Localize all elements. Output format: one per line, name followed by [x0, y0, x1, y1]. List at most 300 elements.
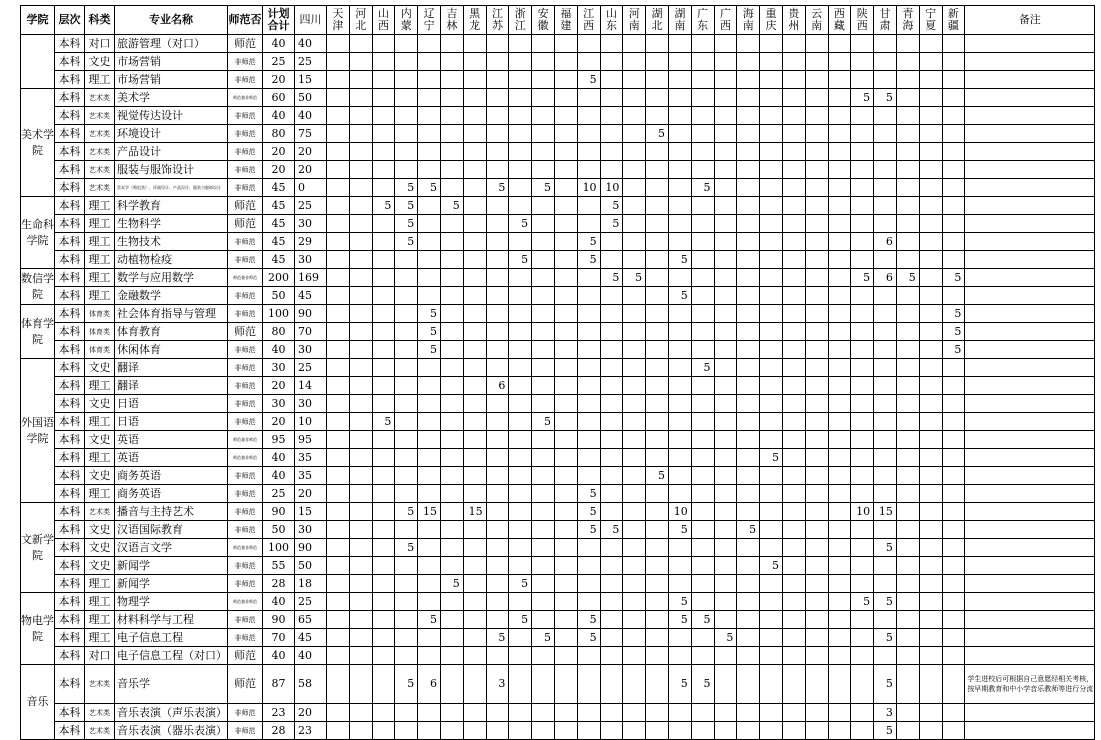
province-quota-cell — [440, 449, 463, 467]
province-quota-cell — [600, 89, 623, 107]
province-quota-cell: 15 — [418, 503, 441, 521]
province-quota-cell — [828, 35, 851, 53]
province-quota-cell — [577, 704, 600, 722]
province-quota-cell — [737, 35, 760, 53]
province-quota-cell — [737, 233, 760, 251]
major-cell: 音乐学 — [115, 665, 228, 704]
province-quota-cell: 5 — [509, 251, 532, 269]
table-row — [21, 647, 1095, 665]
province-quota-cell — [349, 341, 372, 359]
col-province: 宁夏 — [919, 6, 942, 35]
province-quota-cell — [714, 233, 737, 251]
province-quota-cell — [874, 575, 897, 593]
plan-total-cell: 80 — [263, 125, 295, 143]
province-quota-cell — [349, 449, 372, 467]
province-quota-cell — [554, 665, 577, 704]
province-quota-cell: 5 — [851, 269, 874, 287]
province-quota-cell: 15 — [463, 503, 486, 521]
province-quota-cell — [874, 467, 897, 485]
province-quota-cell — [395, 377, 418, 395]
province-quota-cell — [554, 431, 577, 449]
category-cell: 体育类 — [85, 341, 115, 359]
col-province: 浙江 — [509, 6, 532, 35]
province-quota-cell — [418, 575, 441, 593]
province-quota-cell — [646, 449, 669, 467]
category-cell: 对口 — [85, 647, 115, 665]
category-cell: 理工 — [85, 413, 115, 431]
province-quota-cell — [714, 35, 737, 53]
province-quota-cell — [440, 413, 463, 431]
province-quota-cell — [486, 611, 509, 629]
sichuan-quota-cell: 15 — [295, 71, 327, 89]
remark-cell — [965, 71, 1095, 89]
province-quota-cell — [554, 611, 577, 629]
normal-type-cell: 非师范 — [228, 485, 263, 503]
province-quota-cell — [896, 449, 919, 467]
province-quota-cell — [327, 143, 350, 161]
province-quota-cell — [782, 575, 805, 593]
province-quota-cell — [782, 89, 805, 107]
province-quota-cell — [600, 629, 623, 647]
province-quota-cell: 5 — [623, 269, 646, 287]
province-quota-cell: 5 — [714, 629, 737, 647]
level-cell: 本科 — [55, 611, 85, 629]
college-cell: 体育学院 — [21, 305, 55, 359]
province-quota-cell — [828, 107, 851, 125]
province-quota-cell — [919, 215, 942, 233]
province-quota-cell — [714, 197, 737, 215]
category-cell: 理工 — [85, 71, 115, 89]
province-quota-cell — [691, 269, 714, 287]
province-quota-cell — [782, 722, 805, 740]
province-quota-cell — [942, 251, 965, 269]
province-quota-cell — [691, 467, 714, 485]
category-cell: 体育类 — [85, 305, 115, 323]
level-cell: 本科 — [55, 539, 85, 557]
province-quota-cell — [509, 557, 532, 575]
province-quota-cell: 5 — [418, 305, 441, 323]
province-quota-cell — [782, 197, 805, 215]
sichuan-quota-cell: 15 — [295, 503, 327, 521]
level-cell: 本科 — [55, 395, 85, 413]
province-quota-cell — [714, 575, 737, 593]
province-quota-cell — [600, 539, 623, 557]
province-quota-cell — [851, 233, 874, 251]
province-quota-cell: 5 — [509, 611, 532, 629]
province-quota-cell — [805, 89, 828, 107]
province-quota-cell — [874, 197, 897, 215]
province-quota-cell — [395, 305, 418, 323]
province-quota-cell: 10 — [600, 179, 623, 197]
category-cell: 理工 — [85, 269, 115, 287]
province-quota-cell — [418, 704, 441, 722]
province-quota-cell — [554, 413, 577, 431]
province-quota-cell — [942, 704, 965, 722]
province-quota-cell — [440, 521, 463, 539]
province-quota-cell — [691, 305, 714, 323]
province-quota-cell — [623, 449, 646, 467]
province-quota-cell — [395, 251, 418, 269]
province-quota-cell — [896, 377, 919, 395]
province-quota-cell — [828, 323, 851, 341]
province-quota-cell — [668, 575, 691, 593]
normal-type-cell: 师范 — [228, 323, 263, 341]
plan-total-cell: 40 — [263, 449, 295, 467]
province-quota-cell — [372, 269, 395, 287]
table-row — [21, 35, 1095, 53]
province-quota-cell — [509, 539, 532, 557]
province-quota-cell — [691, 704, 714, 722]
province-quota-cell — [372, 341, 395, 359]
province-quota-cell — [349, 722, 372, 740]
province-quota-cell — [919, 722, 942, 740]
province-quota-cell — [942, 395, 965, 413]
province-quota-cell — [623, 611, 646, 629]
province-quota-cell: 5 — [395, 665, 418, 704]
province-quota-cell — [737, 611, 760, 629]
province-quota-cell — [349, 485, 372, 503]
province-quota-cell: 5 — [532, 629, 555, 647]
sichuan-quota-cell: 50 — [295, 89, 327, 107]
table-row — [21, 107, 1095, 125]
province-quota-cell — [691, 53, 714, 71]
province-quota-cell — [463, 359, 486, 377]
province-quota-cell — [828, 251, 851, 269]
table-row — [21, 125, 1095, 143]
province-quota-cell: 5 — [440, 575, 463, 593]
province-quota-cell — [440, 611, 463, 629]
province-quota-cell — [782, 341, 805, 359]
table-row — [21, 611, 1095, 629]
province-quota-cell — [828, 467, 851, 485]
province-quota-cell — [805, 467, 828, 485]
province-quota-cell — [509, 53, 532, 71]
level-cell: 本科 — [55, 485, 85, 503]
province-quota-cell — [646, 251, 669, 269]
province-quota-cell — [760, 161, 783, 179]
province-quota-cell — [646, 377, 669, 395]
province-quota-cell — [532, 125, 555, 143]
province-quota-cell — [418, 143, 441, 161]
province-quota-cell — [395, 395, 418, 413]
province-quota-cell — [372, 287, 395, 305]
province-quota-cell — [554, 179, 577, 197]
province-quota-cell: 5 — [395, 233, 418, 251]
province-quota-cell — [372, 143, 395, 161]
province-quota-cell — [896, 539, 919, 557]
province-quota-cell — [327, 179, 350, 197]
remark-cell — [965, 251, 1095, 269]
major-cell: 生物技术 — [115, 233, 228, 251]
province-quota-cell — [942, 503, 965, 521]
province-quota-cell — [828, 665, 851, 704]
province-quota-cell: 6 — [418, 665, 441, 704]
province-quota-cell — [851, 665, 874, 704]
province-quota-cell — [896, 575, 919, 593]
category-cell: 理工 — [85, 251, 115, 269]
province-quota-cell — [372, 449, 395, 467]
province-quota-cell — [440, 704, 463, 722]
province-quota-cell — [509, 71, 532, 89]
province-quota-cell — [896, 485, 919, 503]
province-quota-cell — [668, 197, 691, 215]
province-quota-cell: 5 — [577, 485, 600, 503]
province-quota-cell — [828, 269, 851, 287]
province-quota-cell — [668, 557, 691, 575]
province-quota-cell — [327, 722, 350, 740]
province-quota-cell: 5 — [691, 179, 714, 197]
province-quota-cell — [691, 215, 714, 233]
sichuan-quota-cell: 35 — [295, 467, 327, 485]
province-quota-cell — [782, 467, 805, 485]
province-quota-cell — [896, 233, 919, 251]
major-cell: 视觉传达设计 — [115, 107, 228, 125]
province-quota-cell — [896, 53, 919, 71]
province-quota-cell — [623, 359, 646, 377]
normal-type-cell: 非师范 — [228, 377, 263, 395]
province-quota-cell: 5 — [395, 179, 418, 197]
province-quota-cell: 10 — [851, 503, 874, 521]
province-quota-cell — [623, 722, 646, 740]
province-quota-cell — [486, 287, 509, 305]
plan-total-cell: 100 — [263, 305, 295, 323]
province-quota-cell — [896, 395, 919, 413]
province-quota-cell — [805, 125, 828, 143]
province-quota-cell — [896, 305, 919, 323]
province-quota-cell — [395, 557, 418, 575]
province-quota-cell — [646, 485, 669, 503]
college-cell: 文新学院 — [21, 503, 55, 593]
province-quota-cell — [486, 143, 509, 161]
province-quota-cell — [737, 359, 760, 377]
province-quota-cell — [486, 449, 509, 467]
province-quota-cell — [532, 287, 555, 305]
province-quota-cell — [668, 539, 691, 557]
table-row — [21, 323, 1095, 341]
province-quota-cell — [440, 395, 463, 413]
normal-type-cell: 非师范 — [228, 305, 263, 323]
province-quota-cell — [372, 377, 395, 395]
province-quota-cell — [714, 305, 737, 323]
province-quota-cell — [805, 341, 828, 359]
province-quota-cell — [327, 539, 350, 557]
province-quota-cell — [782, 431, 805, 449]
table-row — [21, 53, 1095, 71]
province-quota-cell — [577, 143, 600, 161]
province-quota-cell — [600, 395, 623, 413]
province-quota-cell — [805, 485, 828, 503]
province-quota-cell — [782, 413, 805, 431]
table-row — [21, 557, 1095, 575]
province-quota-cell — [874, 125, 897, 143]
province-quota-cell — [896, 143, 919, 161]
province-quota-cell — [874, 521, 897, 539]
province-quota-cell — [691, 107, 714, 125]
province-quota-cell — [828, 305, 851, 323]
col-province: 安徽 — [532, 6, 555, 35]
remark-cell — [965, 287, 1095, 305]
province-quota-cell — [896, 35, 919, 53]
province-quota-cell — [554, 53, 577, 71]
province-quota-cell — [874, 413, 897, 431]
province-quota-cell: 5 — [577, 629, 600, 647]
province-quota-cell — [942, 557, 965, 575]
province-quota-cell — [691, 539, 714, 557]
category-cell: 理工 — [85, 629, 115, 647]
province-quota-cell — [486, 341, 509, 359]
sichuan-quota-cell: 95 — [295, 431, 327, 449]
province-quota-cell — [395, 269, 418, 287]
province-quota-cell — [851, 377, 874, 395]
sichuan-quota-cell: 65 — [295, 611, 327, 629]
province-quota-cell — [349, 161, 372, 179]
province-quota-cell — [737, 197, 760, 215]
province-quota-cell — [782, 143, 805, 161]
province-quota-cell — [532, 431, 555, 449]
category-cell: 理工 — [85, 377, 115, 395]
remark-cell — [965, 431, 1095, 449]
province-quota-cell — [509, 665, 532, 704]
province-quota-cell — [486, 269, 509, 287]
province-quota-cell — [714, 647, 737, 665]
province-quota-cell — [349, 35, 372, 53]
level-cell: 本科 — [55, 161, 85, 179]
province-quota-cell — [874, 395, 897, 413]
col-province: 新疆 — [942, 6, 965, 35]
province-quota-cell — [805, 179, 828, 197]
major-cell: 旅游管理（对口） — [115, 35, 228, 53]
province-quota-cell — [737, 323, 760, 341]
major-cell: 服装与服饰设计 — [115, 161, 228, 179]
province-quota-cell — [805, 53, 828, 71]
province-quota-cell — [532, 503, 555, 521]
province-quota-cell — [440, 503, 463, 521]
province-quota-cell — [760, 305, 783, 323]
normal-type-cell: 师范 — [228, 215, 263, 233]
province-quota-cell — [372, 503, 395, 521]
sichuan-quota-cell: 45 — [295, 287, 327, 305]
province-quota-cell: 5 — [668, 251, 691, 269]
province-quota-cell — [600, 305, 623, 323]
province-quota-cell — [805, 287, 828, 305]
province-quota-cell — [532, 521, 555, 539]
province-quota-cell — [691, 413, 714, 431]
major-cell: 日语 — [115, 395, 228, 413]
province-quota-cell — [874, 611, 897, 629]
province-quota-cell — [532, 377, 555, 395]
province-quota-cell — [668, 269, 691, 287]
table-row — [21, 287, 1095, 305]
province-quota-cell — [486, 359, 509, 377]
plan-total-cell: 40 — [263, 593, 295, 611]
province-quota-cell — [805, 197, 828, 215]
province-quota-cell — [874, 323, 897, 341]
province-quota-cell — [691, 647, 714, 665]
province-quota-cell — [737, 161, 760, 179]
province-quota-cell — [395, 485, 418, 503]
province-quota-cell — [395, 413, 418, 431]
level-cell: 本科 — [55, 53, 85, 71]
province-quota-cell — [577, 197, 600, 215]
province-quota-cell — [874, 287, 897, 305]
province-quota-cell — [327, 323, 350, 341]
province-quota-cell — [463, 197, 486, 215]
province-quota-cell — [851, 431, 874, 449]
province-quota-cell — [395, 722, 418, 740]
major-cell: 音乐表演（声乐表演） — [115, 704, 228, 722]
province-quota-cell — [532, 467, 555, 485]
province-quota-cell — [600, 323, 623, 341]
province-quota-cell — [737, 503, 760, 521]
province-quota-cell — [942, 35, 965, 53]
province-quota-cell — [372, 647, 395, 665]
table-row — [21, 71, 1095, 89]
province-quota-cell — [691, 503, 714, 521]
major-cell: 汉语国际教育 — [115, 521, 228, 539]
normal-type-cell: 非师范 — [228, 503, 263, 521]
col-province: 青海 — [896, 6, 919, 35]
remark-cell — [965, 197, 1095, 215]
province-quota-cell — [691, 521, 714, 539]
province-quota-cell — [714, 722, 737, 740]
province-quota-cell — [509, 359, 532, 377]
province-quota-cell — [327, 269, 350, 287]
province-quota-cell — [349, 665, 372, 704]
province-quota-cell — [874, 431, 897, 449]
province-quota-cell — [919, 449, 942, 467]
province-quota-cell — [486, 107, 509, 125]
province-quota-cell — [874, 71, 897, 89]
province-quota-cell: 5 — [668, 593, 691, 611]
sichuan-quota-cell: 23 — [295, 722, 327, 740]
province-quota-cell — [760, 467, 783, 485]
province-quota-cell — [942, 431, 965, 449]
plan-total-cell: 45 — [263, 215, 295, 233]
province-quota-cell — [646, 287, 669, 305]
province-quota-cell — [349, 377, 372, 395]
province-quota-cell — [942, 665, 965, 704]
province-quota-cell — [532, 575, 555, 593]
province-quota-cell — [349, 395, 372, 413]
province-quota-cell — [349, 269, 372, 287]
province-quota-cell — [919, 647, 942, 665]
province-quota-cell — [942, 413, 965, 431]
province-quota-cell: 5 — [577, 611, 600, 629]
province-quota-cell — [577, 305, 600, 323]
province-quota-cell — [828, 53, 851, 71]
major-cell: 英语 — [115, 449, 228, 467]
province-quota-cell — [919, 251, 942, 269]
category-cell: 理工 — [85, 287, 115, 305]
province-quota-cell — [851, 305, 874, 323]
province-quota-cell — [851, 179, 874, 197]
province-quota-cell — [896, 215, 919, 233]
province-quota-cell — [805, 323, 828, 341]
province-quota-cell — [919, 161, 942, 179]
province-quota-cell — [600, 143, 623, 161]
province-quota-cell — [532, 305, 555, 323]
province-quota-cell — [554, 251, 577, 269]
province-quota-cell — [395, 431, 418, 449]
province-quota-cell: 6 — [486, 377, 509, 395]
province-quota-cell — [737, 305, 760, 323]
province-quota-cell — [327, 53, 350, 71]
province-quota-cell — [509, 521, 532, 539]
province-quota-cell — [372, 89, 395, 107]
province-quota-cell — [805, 233, 828, 251]
plan-total-cell: 100 — [263, 539, 295, 557]
province-quota-cell — [349, 53, 372, 71]
